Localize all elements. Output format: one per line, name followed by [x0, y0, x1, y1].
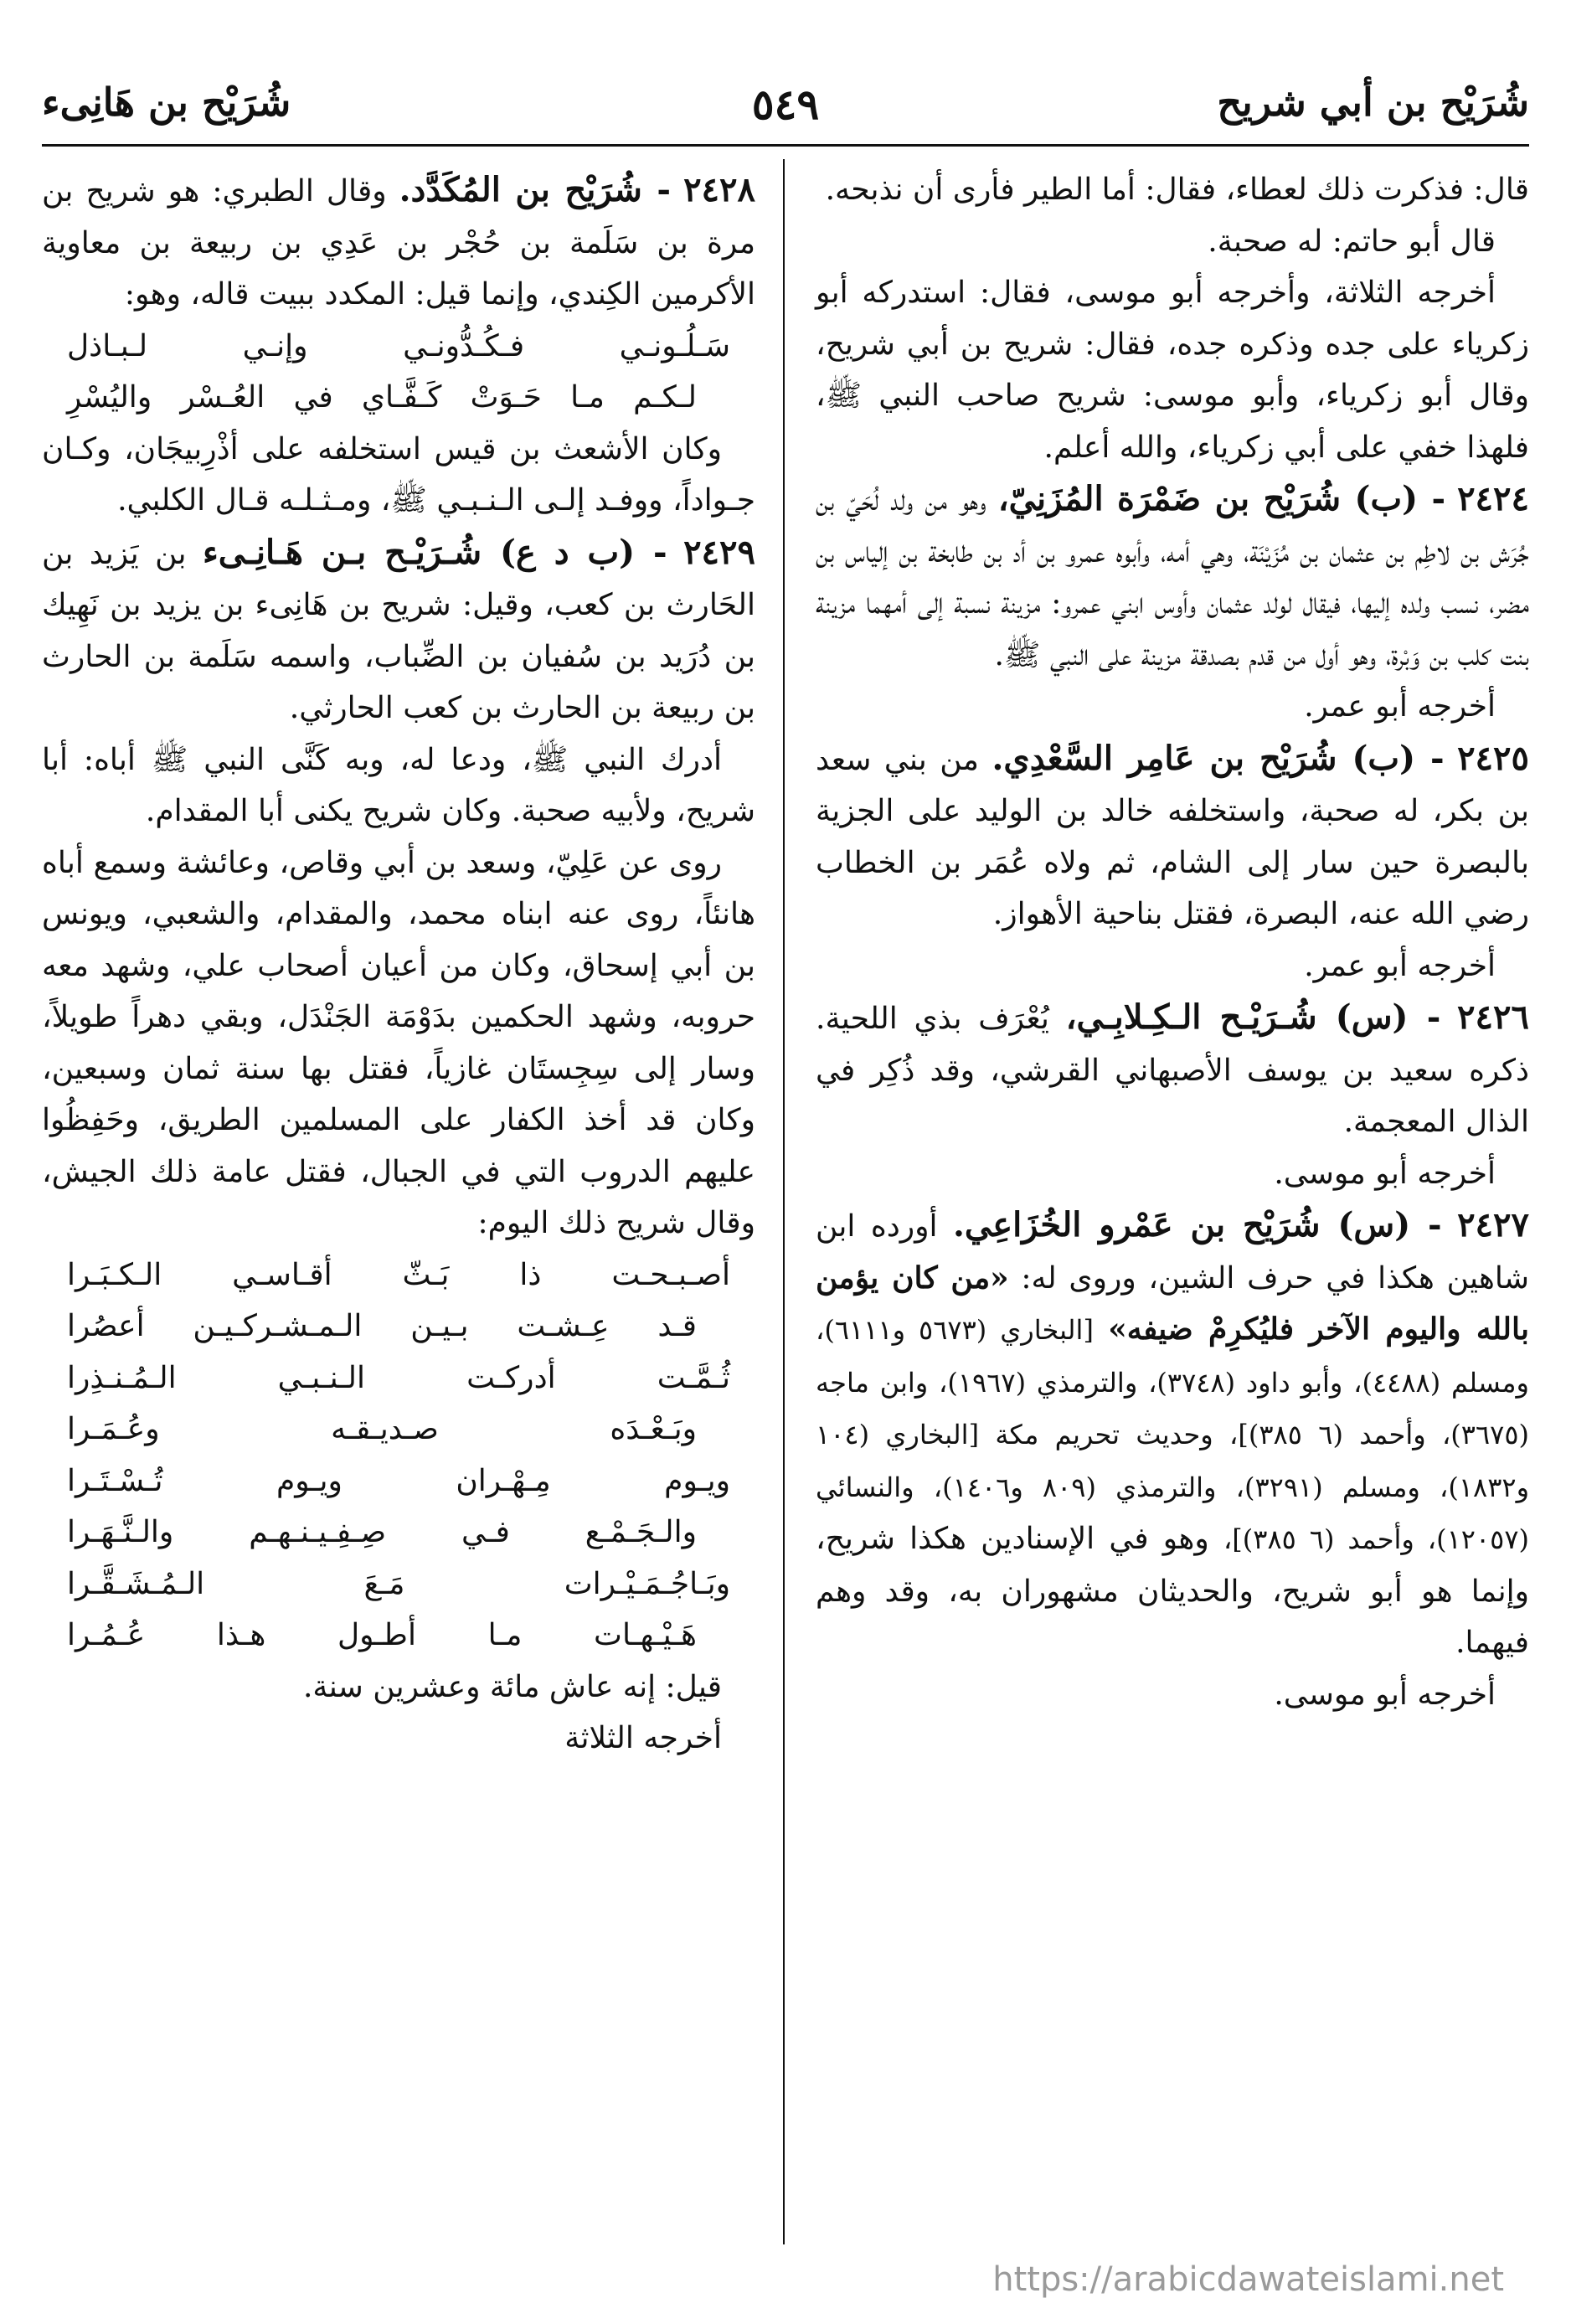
entry-text: يُعْرَف بذي اللحية. ذكره سعيد بن يوسف الأصبهاني القرشي، وقد ذُكِر في الذال المعجمة.	[816, 1002, 1529, 1139]
poem-line: وبَـاجُـمَـيْـرات مَـعَ الـمُـشَـقَّـرا	[67, 1566, 730, 1601]
entry-2428	[42, 164, 755, 321]
entry-text: وهو في الإسنادين هكذا شريح، وإنما هو أبو شريح، والحديثان مشهوران به، وقد وهم فيهما.	[816, 1522, 1529, 1660]
entry-text: وقال الطبري: هو شريح بن مرة بن سَلَمة بن حُجْر بن عَدِي بن ربيعة بن معاوية الأكرمين الكِندي، وإنما قيل: المكدد ببيت قاله، وهو:	[42, 174, 755, 312]
column-divider	[783, 159, 785, 2244]
attribution: أخرجه أبو عمر.	[1304, 948, 1496, 983]
attribution: أخرجه أبو عمر.	[1304, 689, 1496, 724]
attribution: أخرجه أبو موسى.	[1274, 1677, 1496, 1712]
entry-text: من بني سعد بن بكر، له صحبة، واستخلفه خالد بن الوليد على الجزية بالبصرة حين سار إلى الشام، ثم ولاه عُمَر بن الخطاب رضي الله عنه، البصرة، فقتل بناحية الأهواز.	[816, 742, 1529, 931]
right-column	[816, 164, 1529, 1720]
poem-line: والـجَـمْـع فـي صِـفِـيـنـهـم والـنَّـهَـرا	[67, 1515, 697, 1549]
paragraph: قال أبو حاتم: له صحبة.	[1208, 224, 1496, 259]
poem-line: ثُـمَّـت أدركـت الـنـبـي الـمُـنـذِرا	[67, 1360, 730, 1395]
attribution: أخرجه أبو موسى.	[1274, 1156, 1496, 1191]
watermark-url: https://arabicdawateislami.net	[992, 2260, 1504, 2299]
entry-number: ٢٤٢٩	[683, 532, 755, 572]
poem-line: سَـلُـونـي فـكُـدُّونـي وإنـي لـبـاذل	[67, 328, 730, 363]
running-title-left: شُرَيْح بن هَانِىء	[42, 80, 291, 125]
poem-line: قـد عِـشـت بـيـن الـمـشـركـيـن أعصُرا	[67, 1309, 697, 1343]
page-number: ٥٤٩	[751, 80, 820, 129]
paragraph: وكان الأشعث بن قيس استخلفه على أذْرِبيجَان، وكـان جـواداً، ووفـد إلـى الـنـبـي ﷺ، ومـثـلـه قـال الكلبي.	[42, 431, 755, 518]
entry-number: ٢٤٢٨	[683, 170, 755, 209]
entry-number: ٢٤٢٧	[1457, 1205, 1529, 1244]
paragraph: أخرجه الثلاثة، وأخرجه أبو موسى، فقال: استدركه أبو زكرياء على جده وذكره جده، فقال: شريح بن أبي شريح، وقال أبو زكرياء، وأبو موسى: شريح صاحب النبي ﷺ، فلهذا خفي على أبي زكرياء، والله أعلم.	[816, 276, 1529, 465]
left-column	[42, 164, 755, 1765]
entry-number: ٢٤٢٥	[1457, 738, 1529, 778]
hadith-references: [البخاري (٥٦٧٣ و٦١١١)، ومسلم (٤٤٨٨)، وأبو داود (٣٧٤٨)، والترمذي (١٩٦٧)، وابن ماجه (٣٦٧٥)، وأحمد (٦ ٣٨٥)]، وحديث تحريم مكة [البخاري (١٠٤ و١٨٣٢)، ومسلم (٣٢٩١)، والترمذي (٨٠٩ و١٤٠٦)، والنسائي (١٢٠٥٧)، وأحمد (٦ ٣٨٥)]،	[816, 1314, 1530, 1555]
poem-line: لـكـم مـا حَـوَتْ كَـفَّـاي في العُـسْر واليُسْرِ	[67, 380, 697, 415]
poem-line: أصـبـحـت ذا بَـثّ أقـاسـي الـكـبَـرا	[67, 1257, 730, 1292]
attribution: أخرجه الثلاثة	[564, 1721, 722, 1755]
entry-number: ٢٤٢٤	[1457, 479, 1529, 518]
entry-2426	[816, 992, 1529, 1148]
entry-heading: - (ب) شُرَيْح بن عَامِر السَّعْدِي.	[992, 738, 1445, 778]
entry-text: وهو من ولد لُحَيّ بن جُرَش بن لاطِم بن عثمان بن مُزَيْنَة، وهي أمه، وأبوه عمرو بن أد بن طابخة بن إلياس بن مضر، نسب ولده إليها، فيقال لولد عثمان وأوس ابني عمرو: مزينة نسبة إلى أمهما مزينة بنت كلب بن وَبْرة، وهو أول من قدم بصدقة مزينة على النبي ﷺ.	[816, 483, 1529, 672]
entry-heading: - (ب د ع) شُـرَيْـح بـن هَـانِـىء	[202, 532, 667, 572]
paragraph: روى عن عَلِيّ، وسعد بن أبي وقاص، وعائشة وسمع أباه هانئاً، روى عنه ابناه محمد، والمقدام، والشعبي، ويونس بن أبي إسحاق، وكان من أعيان أصحاب علي، وشهد معه حروبه، وشهد الحكمين بدَوْمَة الجَنْدَل، وبقي دهراً طويلاً، وسار إلى سِجِستَان غازياً، فقتل بها سنة ثمان وسبعين، وكان قد أخذ الكفار على المسلمين الطريق، وحَفِظُوا عليهم الدروب التي في الجبال، فقتل عامة ذلك الجيش، وقال شريح ذلك اليوم:	[42, 845, 755, 1240]
poem-line: هَـيْـهـات مـا أطـول هـذا عُـمُـرا	[67, 1618, 697, 1652]
entry-2424	[816, 473, 1529, 681]
poem-line: وبَـعْـدَه صـديـقـه وعُـمَـرا	[67, 1412, 697, 1446]
paragraph: قيل: إنه عاش مائة وعشرين سنة.	[302, 1669, 722, 1704]
entry-heading: - (س) شُرَيْح بن عَمْرو الخُزَاعِي.	[952, 1205, 1442, 1244]
poem-line: ويـوم مِـهْـران ويـوم تُـسْـتَـرا	[67, 1463, 730, 1498]
entry-heading: - (س) شُـرَيْـح الـكِـلابِـي،	[1065, 997, 1441, 1037]
entry-heading: - (ب) شُرَيْح بن ضَمْرَة المُزَنِيّ،	[997, 479, 1446, 518]
entry-2429	[42, 527, 755, 734]
page-header	[42, 80, 1529, 138]
paragraph: قال: فذكرت ذلك لعطاء، فقال: أما الطير فأرى أن نذبحه.	[825, 173, 1529, 207]
hadith-quote: «من كان يؤمن بالله واليوم الآخر فليُكرِمْ ضيفه»	[816, 1260, 1530, 1347]
entry-2427	[816, 1199, 1529, 1669]
running-title-right: شُرَيْح بن أبي شريح	[1217, 80, 1529, 125]
header-rule	[42, 144, 1529, 147]
entry-text: بن يَزيد بن الحَارث بن كعب، وقيل: شريح بن هَانِىء بن يزيد بن نَهِيك بن دُرَيد بن سُفيان بن الضِّباب، واسمه سَلَمة بن الحارث بن ربيعة بن الحارث بن كعب الحارثي.	[42, 536, 755, 725]
entry-heading: - شُرَيْح بن المُكَدَّد.	[399, 170, 672, 209]
paragraph: أدرك النبي ﷺ، ودعا له، وبه كَنَّى النبي ﷺ أباه: أبا شريح، ولأبيه صحبة. وكان شريح يكنى أبا المقدام.	[42, 742, 755, 828]
entry-number: ٢٤٢٦	[1457, 997, 1529, 1037]
entry-text: أورده ابن شاهين هكذا في حرف الشين، وروى له:	[816, 1209, 1529, 1296]
entry-2425	[816, 733, 1529, 940]
